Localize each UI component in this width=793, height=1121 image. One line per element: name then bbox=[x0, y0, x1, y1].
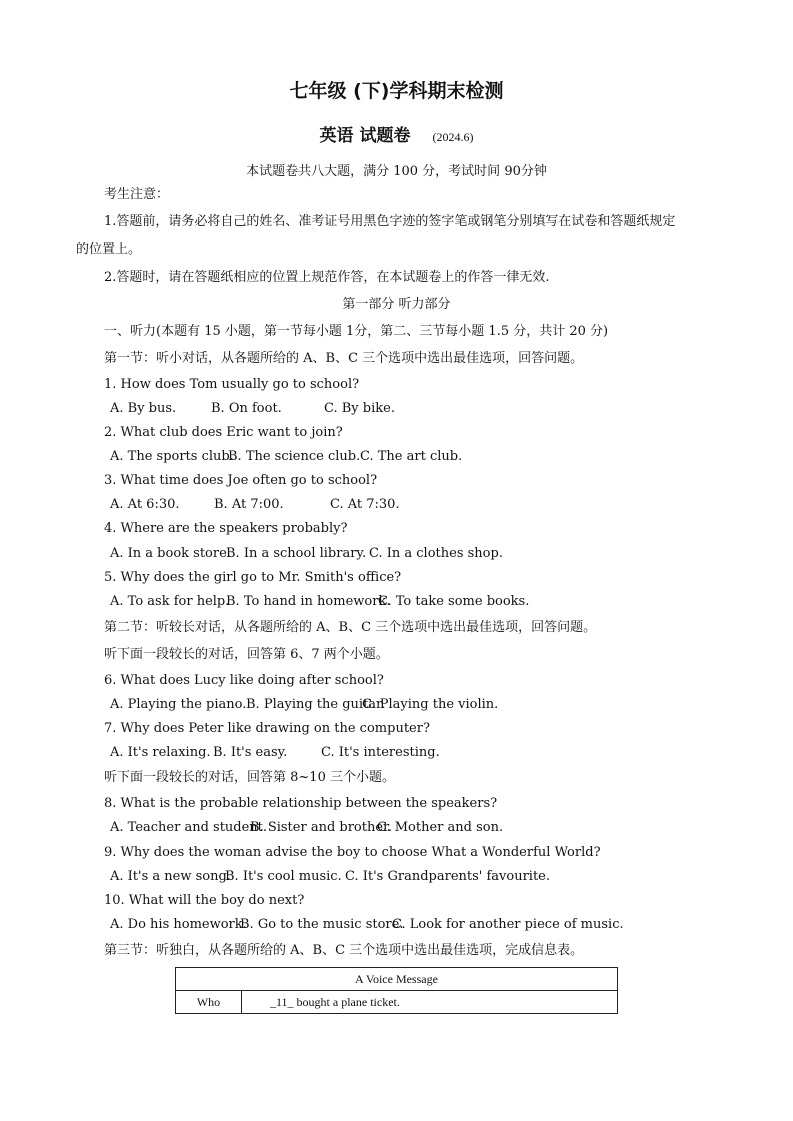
table-row bbox=[176, 991, 618, 1014]
option-b: B. Playing the guitar. bbox=[246, 697, 385, 712]
question-3: 3. What time does Joe often go to school? bbox=[104, 473, 378, 488]
option-a: A. By bus. bbox=[110, 401, 177, 416]
question-2: 2. What club does Eric want to join? bbox=[104, 425, 343, 440]
option-c: C. In a clothes shop. bbox=[369, 546, 503, 561]
question-9: 9. Why does the woman advise the boy to choose What a Wonderful World? bbox=[104, 845, 601, 860]
question-10-options bbox=[110, 917, 624, 933]
note-1-line-1: 1.答题前，请务必将自己的姓名、准考证号用黑色字迹的签字笔或钢笔分别填写在试卷和答题纸规定 bbox=[104, 214, 676, 229]
question-9-options bbox=[110, 869, 550, 885]
table-row-value: _11_ bought a plane ticket. bbox=[242, 991, 618, 1014]
question-5: 5. Why does the girl go to Mr. Smith's office? bbox=[104, 570, 402, 585]
option-b: B. Go to the music store. bbox=[240, 917, 404, 932]
exam-subtitle bbox=[0, 121, 793, 146]
option-a: A. At 6:30. bbox=[110, 497, 180, 512]
option-a: A. Teacher and student. bbox=[110, 820, 268, 835]
question-7: 7. Why does Peter like drawing on the computer? bbox=[104, 721, 430, 736]
notes-heading: 考生注意： bbox=[104, 187, 170, 202]
question-4: 4. Where are the speakers probably? bbox=[104, 521, 348, 536]
option-b: B. In a school library. bbox=[226, 546, 367, 561]
option-c: C. Look for another piece of music. bbox=[392, 917, 624, 932]
part-1-title: 第一部分 听力部分 bbox=[342, 297, 451, 312]
question-10: 10. What will the boy do next? bbox=[104, 893, 305, 908]
dialog-6-7-intro: 听下面一段较长的对话，回答第 6、7 两个小题。 bbox=[104, 647, 389, 662]
sub-section-3: 第三节：听独白，从各题所给的 A、B、C 三个选项中选出最佳选项，完成信息表。 bbox=[104, 943, 584, 958]
option-a: A. Playing the piano. bbox=[110, 697, 247, 712]
option-c: C. By bike. bbox=[324, 401, 395, 416]
option-a: A. It's a new song. bbox=[110, 869, 231, 884]
voice-message-table bbox=[175, 967, 618, 1014]
question-1-options bbox=[110, 401, 395, 417]
question-4-options bbox=[110, 546, 503, 562]
subject-title: 英语 试题卷 bbox=[319, 126, 411, 146]
dialog-8-10-intro: 听下面一段较长的对话，回答第 8~10 三个小题。 bbox=[104, 770, 395, 785]
sub-section-2: 第二节：听较长对话，从各题所给的 A、B、C 三个选项中选出最佳选项，回答问题。 bbox=[104, 620, 597, 635]
option-a: A. It's relaxing. bbox=[110, 745, 211, 760]
question-7-options bbox=[110, 745, 440, 761]
option-a: A. In a book store. bbox=[110, 546, 231, 561]
table-header-row bbox=[176, 968, 618, 991]
option-a: A. Do his homework. bbox=[110, 917, 247, 932]
option-c: C. Playing the violin. bbox=[362, 697, 499, 712]
exam-intro: 本试题卷共八大题，满分 100 分，考试时间 90分钟 bbox=[246, 164, 547, 179]
question-3-options bbox=[110, 497, 400, 513]
option-c: C. It's Grandparents' favourite. bbox=[345, 869, 551, 884]
option-b: B. To hand in homework. bbox=[226, 594, 391, 609]
question-8: 8. What is the probable relationship between the speakers? bbox=[104, 796, 498, 811]
option-b: B. Sister and brother. bbox=[250, 820, 392, 835]
listening-section-heading: 一、听力(本题有 15 小题，第一节每小题 1分，第二、三节每小题 1.5 分，共计 20 分) bbox=[104, 324, 609, 339]
option-c: C. The art club. bbox=[360, 449, 463, 464]
question-5-options bbox=[110, 594, 529, 610]
question-2-options bbox=[110, 449, 462, 465]
question-6-options bbox=[110, 697, 498, 713]
exam-title: 七年级 (下)学科期末检测 bbox=[289, 80, 504, 102]
question-1: 1. How does Tom usually go to school? bbox=[104, 377, 360, 392]
option-c: C. Mother and son. bbox=[377, 820, 504, 835]
option-c: C. To take some books. bbox=[378, 594, 530, 609]
option-a: A. The sports club. bbox=[110, 449, 234, 464]
option-b: B. It's easy. bbox=[213, 745, 288, 760]
option-b: B. At 7:00. bbox=[214, 497, 284, 512]
table-row-label: Who bbox=[176, 991, 242, 1014]
note-1-line-2: 的位置上。 bbox=[76, 242, 142, 257]
question-8-options bbox=[110, 820, 503, 836]
option-c: C. At 7:30. bbox=[330, 497, 400, 512]
note-2: 2.答题时，请在答题纸相应的位置上规范作答，在本试题卷上的作答一律无效. bbox=[104, 270, 550, 285]
option-b: B. It's cool music. bbox=[225, 869, 342, 884]
option-c: C. It's interesting. bbox=[321, 745, 440, 760]
exam-date: (2024.6) bbox=[432, 130, 474, 144]
table-header: A Voice Message bbox=[176, 968, 618, 991]
option-b: B. The science club. bbox=[228, 449, 361, 464]
question-6: 6. What does Lucy like doing after school? bbox=[104, 673, 384, 688]
option-a: A. To ask for help. bbox=[110, 594, 230, 609]
sub-section-1: 第一节：听小对话，从各题所给的 A、B、C 三个选项中选出最佳选项，回答问题。 bbox=[104, 351, 584, 366]
option-b: B. On foot. bbox=[211, 401, 282, 416]
